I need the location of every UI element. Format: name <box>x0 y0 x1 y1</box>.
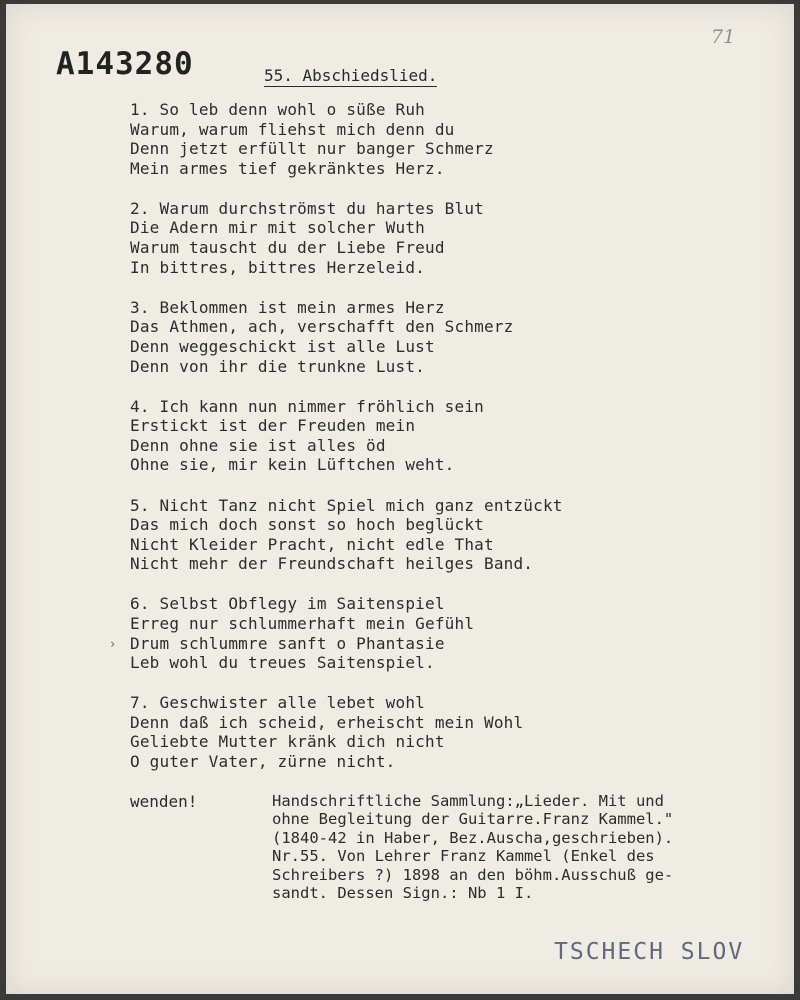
verse-line: 7. Geschwister alle lebet wohl <box>130 693 425 713</box>
verse-line: 5. Nicht Tanz nicht Spiel mich ganz entzückt <box>130 495 563 515</box>
inventory-number: A143280 <box>56 46 194 82</box>
verse-line: Denn von ihr die trunkne Lust. <box>130 356 425 376</box>
verse-line: Denn ohne sie ist alles öd <box>130 435 386 455</box>
verse-line: Denn weggeschickt ist alle Lust <box>130 336 435 356</box>
verse-line: Drum schlummre sanft o Phantasie <box>130 633 445 653</box>
verse-line: 1. So leb denn wohl o süße Ruh <box>130 100 425 119</box>
verse-4 <box>130 397 563 475</box>
verse-line: Nicht Kleider Pracht, nicht edle That <box>130 534 494 554</box>
source-note <box>272 792 673 902</box>
song-title: 55. Abschiedslied. <box>264 66 438 85</box>
verse-3 <box>130 298 563 376</box>
archive-stamp: TSCHECH SLOV <box>554 939 745 965</box>
source-note-line: Handschriftliche Sammlung:„Lieder. Mit und <box>272 792 664 810</box>
source-note-line: Nr.55. Von Lehrer Franz Kammel (Enkel des <box>272 847 655 866</box>
verse-line: O guter Vater, zürne nicht. <box>130 752 396 772</box>
verse-line: Das Athmen, ach, verschafft den Schmerz <box>130 317 514 337</box>
verse-line: Das mich doch sonst so hoch beglückt <box>130 515 484 535</box>
verse-line: Warum, warum fliehst mich denn du <box>130 119 455 139</box>
verse-line: Erstickt ist der Freuden mein <box>130 416 416 436</box>
verse-line: Warum tauscht du der Liebe Freud <box>130 238 445 258</box>
verse-line: 3. Beklommen ist mein armes Herz <box>130 297 445 317</box>
verse-line: Denn jetzt erfüllt nur banger Schmerz <box>130 139 494 159</box>
pencil-page-mark: 71 <box>711 26 736 48</box>
source-note-line: sandt. Dessen Sign.: Nb 1 I. <box>272 884 534 903</box>
verse-line: Nicht mehr der Freundschaft heilges Band. <box>130 554 534 574</box>
source-note-line: (1840-42 in Haber, Bez.Auscha,geschrieben). <box>272 828 674 847</box>
verse-line: In bittres, bittres Herzeleid. <box>130 257 425 277</box>
verse-line: Die Adern mir mit solcher Wuth <box>130 218 425 238</box>
turn-over-note: wenden! <box>130 792 198 811</box>
verse-line: Ohne sie, mir kein Lüftchen weht. <box>130 455 455 475</box>
document-page <box>6 4 794 994</box>
source-note-line: Schreibers ?) 1898 an den böhm.Ausschuß ge- <box>272 865 674 884</box>
margin-tick-mark: › <box>109 637 117 651</box>
verse-line: 2. Warum durchströmst du hartes Blut <box>130 198 484 218</box>
verse-line: 6. Selbst Obflegy im Saitenspiel <box>130 594 445 614</box>
verse-line: Denn daß ich scheid, erheischt mein Wohl <box>130 712 524 732</box>
verse-line: Mein armes tief gekränktes Herz. <box>130 158 445 178</box>
verse-2 <box>130 199 563 277</box>
verse-7 <box>130 693 563 771</box>
verse-line: 4. Ich kann nun nimmer fröhlich sein <box>130 396 484 416</box>
verse-6 <box>130 594 563 672</box>
source-note-line: ohne Begleitung der Guitarre.Franz Kammel." <box>272 810 674 829</box>
verses <box>130 100 563 792</box>
verse-line: Leb wohl du treues Saitenspiel. <box>130 653 435 673</box>
verse-1 <box>130 100 563 178</box>
verse-5 <box>130 496 563 574</box>
verse-line: Erreg nur schlummerhaft mein Gefühl <box>130 613 475 633</box>
verse-line: Geliebte Mutter kränk dich nicht <box>130 732 445 752</box>
